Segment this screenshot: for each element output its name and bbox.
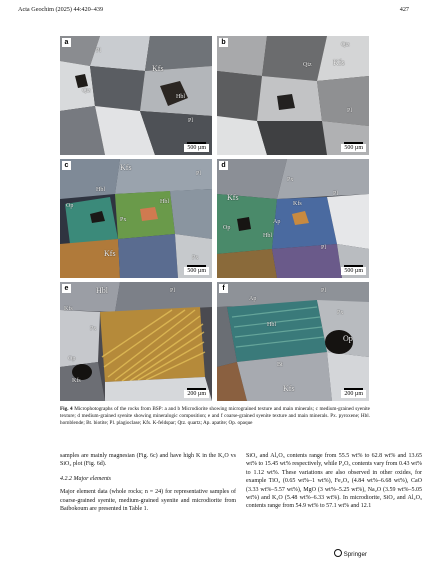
- panel-label: f: [219, 284, 228, 293]
- mineral-label: Pl: [170, 288, 176, 294]
- journal-citation: Acta Geochim (2025) 44:420–439: [18, 6, 104, 13]
- mineral-label: Qtz: [303, 62, 312, 68]
- paragraph: Major element data (whole rocks; n = 24) for representative samples of coarse-grained syenite, medium-grained syenite and microdiorite from Baibokoum are presented in Table 1.: [60, 489, 236, 513]
- figure-4: [60, 36, 369, 402]
- scale-bar: 200 µm: [184, 390, 209, 398]
- caption-lead: Fig. 4: [60, 406, 73, 412]
- mineral-label: Kfs: [283, 384, 295, 393]
- mineral-label: Ap: [273, 219, 281, 225]
- mineral-label: Bt: [277, 362, 283, 368]
- mineral-label: Op: [66, 203, 74, 209]
- panel-label: a: [62, 38, 71, 47]
- mineral-label: Hbl: [267, 322, 276, 328]
- section-heading: 4.2.2 Major elements: [60, 475, 111, 482]
- scale-bar: 500 µm: [341, 267, 366, 275]
- mineral-label: Px: [287, 177, 294, 183]
- mineral-label: Px: [192, 255, 199, 261]
- mineral-label: Qtz: [341, 42, 350, 48]
- mineral-label: Hbl: [96, 286, 108, 295]
- page-footer: [334, 549, 367, 558]
- mineral-label: Hbl: [96, 187, 105, 193]
- paragraph: SiO₂ and Al₂O₃ contents range from 55.5 wt% to 62.8 wt% and 13.65 wt% to 15.45 wt% respectively, while P₂O₅ contents vary from 0.43 wt% to 1.12 wt%. These variations are also observed in other oxides, for example TiO₂ (0.65 wt%–1 wt%), Fe₂O₃ (4.84 wt%–6.68 wt%), CaO (3.33 wt%–5.57 wt%), MgO (3 wt%–5.25 wt%), Na₂O (3.59 wt%–5.05 wt%) and K₂O (5.48 wt%–6.33 wt%). In microdiorite, SiO₂ and Al₂O₃ contents range from 54.9 wt% to 57.1 wt% and 12.1: [246, 453, 422, 510]
- panel-c: [60, 159, 212, 278]
- panel-a: [60, 36, 212, 155]
- mineral-label: Pl: [196, 171, 202, 177]
- scale-bar: 500 µm: [184, 144, 209, 152]
- mineral-label: Kfs: [227, 193, 239, 202]
- panel-b: [217, 36, 369, 155]
- mineral-label: Pl: [96, 48, 102, 54]
- caption-text: Microphotographs of the rocks from BSP: a and b Microdiorite showing micrograined texture and main minerals; c medium-grained syenite texture; d medium-grained syenite showing mineralogic composition; e and f coarse-grained syenite texture and main minerals. Px. pyroxene; Hbl. hornblende; Bt. biotite; Pl. plagioclase; Kfs. K-feldspar; Qtz. quartz; Ap. apatite; Op. opaque: [60, 406, 370, 427]
- publisher-name: Springer: [343, 551, 367, 558]
- panel-label: d: [219, 161, 228, 170]
- figure-caption: [60, 406, 370, 428]
- panel-f: [217, 282, 369, 401]
- mineral-label: Kfs: [152, 64, 164, 73]
- mineral-label: Kfs: [333, 58, 345, 67]
- mineral-label: Px: [337, 310, 344, 316]
- page-number: 427: [399, 6, 409, 13]
- scale-bar: 500 µm: [341, 144, 366, 152]
- panel-label: b: [219, 38, 228, 47]
- left-column: [60, 452, 236, 519]
- mineral-label: Op: [68, 356, 76, 362]
- mineral-label: Kfs: [120, 163, 132, 172]
- mineral-label: Hbl: [263, 233, 272, 239]
- micrograph-e: [60, 282, 212, 401]
- mineral-label: Kfs: [64, 306, 73, 312]
- scale-bar: 200 µm: [341, 390, 366, 398]
- mineral-label: Pl: [321, 245, 327, 251]
- mineral-label: Pl: [333, 191, 339, 197]
- mineral-label: Ap: [249, 296, 257, 302]
- mineral-label: Pl: [321, 288, 327, 294]
- panel-e: [60, 282, 212, 401]
- panel-label: c: [62, 161, 71, 170]
- mineral-label: Kfs: [293, 201, 302, 207]
- mineral-label: Pl: [347, 108, 353, 114]
- scale-bar: 500 µm: [184, 267, 209, 275]
- mineral-label: Px: [120, 217, 127, 223]
- mineral-label: Hbl: [160, 199, 169, 205]
- right-column: [246, 452, 422, 517]
- micrograph-c: [60, 159, 212, 278]
- mineral-label: Px: [90, 326, 97, 332]
- micrograph-a: [60, 36, 212, 155]
- panel-label: e: [62, 284, 71, 293]
- micrograph-b: [217, 36, 369, 155]
- paragraph: samples are mainly magnesian (Fig. 6c) and have high K in the K₂O vs SiO₂ plot (Fig. 6d).: [60, 453, 236, 468]
- springer-logo-icon: [334, 549, 342, 557]
- mineral-label: Pl: [188, 118, 194, 124]
- mineral-label: Kfs: [72, 378, 81, 384]
- mineral-label: Hbl: [176, 94, 185, 100]
- mineral-label: Op: [343, 334, 353, 343]
- page-header: [18, 6, 409, 18]
- mineral-label: Kfs: [104, 249, 116, 258]
- mineral-label: Qtz: [82, 88, 91, 94]
- mineral-label: Op: [223, 225, 231, 231]
- panel-d: [217, 159, 369, 278]
